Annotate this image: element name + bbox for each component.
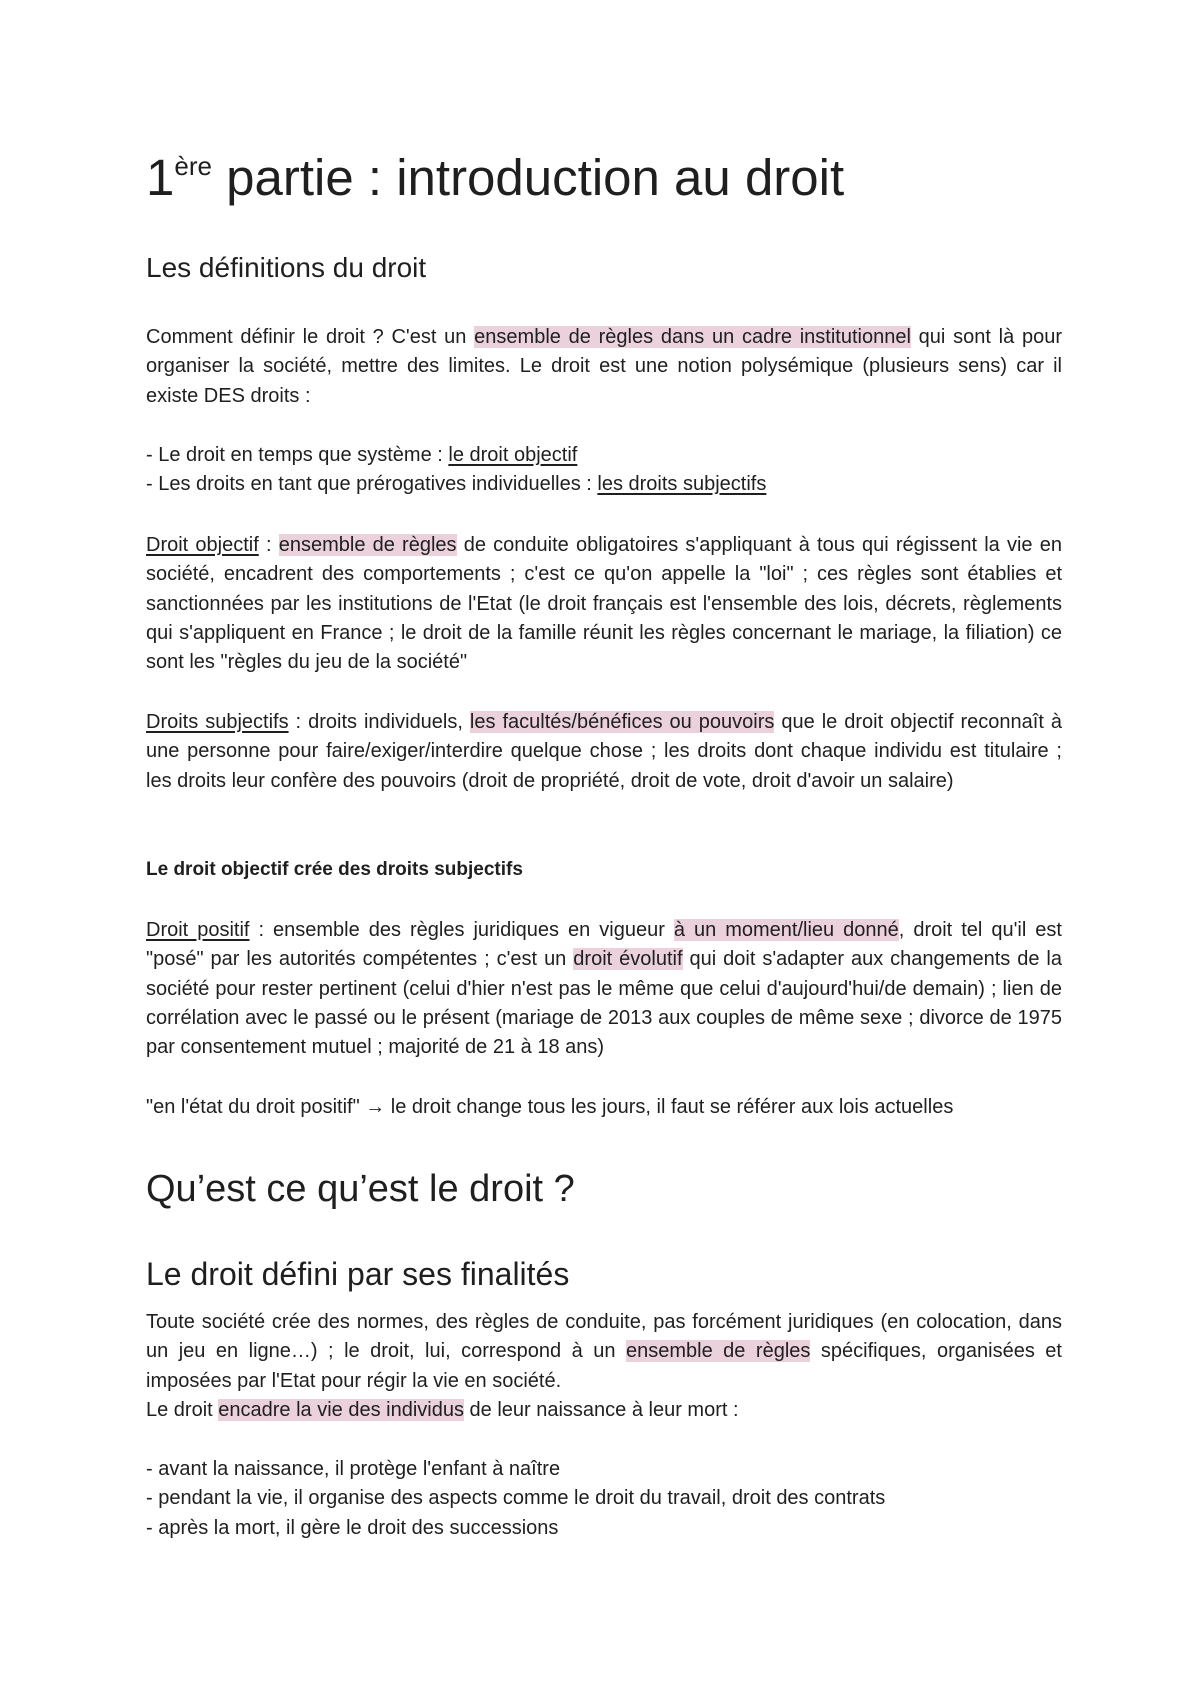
separator: : droits individuels,: [288, 711, 470, 733]
finalites-paragraph: [146, 1308, 1062, 1396]
title-ordinal-superscript: ère: [174, 151, 212, 181]
finalites-text-start: Toute société crée des normes, des règles de conduite, pas forcément juridiques (en colocation, dans un jeu en ligne…) ; le droit, lui, correspond à un: [146, 1311, 1062, 1363]
droit-objectif-term: Droit objectif: [146, 534, 259, 556]
page-title: [146, 150, 844, 206]
list-item: [146, 470, 1062, 499]
droit-objectif-text: de conduite obligatoires s'appliquant à tous qui régissent la vie en société, encadrent des comportements ; c'est ce qu'on appelle la "loi" ; ces règles sont établies et sanctionnées par les institutions de l'Etat (le droit français est l'ensemble des lois, décrets, règlements qui s'appliquent en France ; le droit de la famille réunit les règles concernant le mariage, la filiation) ce sont les "règles du jeu de la société": [146, 534, 1062, 674]
droits-subjectifs-text: que le droit objectif reconnaît à une personne pour faire/exiger/interdire quelque chose ; les droits dont chaque individu est titulaire ; les droits leur confère des pouvoirs (droit de propriété, droit de vote, droit d'avoir un salaire): [146, 711, 1062, 792]
list-item: - après la mort, il gère le droit des successions: [146, 1516, 559, 1539]
title-text: partie : introduction au droit: [211, 149, 845, 206]
finalites-text-end: spécifiques, organisées et imposées par l'Etat pour régir la vie en société.: [146, 1340, 1062, 1392]
droit-positif-text-mid: , droit tel qu'il est "posé" par les autorités compétentes ; c'est un: [146, 919, 1062, 971]
list-item: - pendant la vie, il organise des aspects comme le droit du travail, droit des contrats: [146, 1487, 886, 1510]
list-item-prefix: - Le droit en temps que système :: [146, 444, 449, 466]
droit-positif-highlight-moment: à un moment/lieu donné: [673, 919, 899, 941]
intro-text-end: qui sont là pour organiser la société, mettre des limites. Le droit est une notion polysémique (plusieurs sens) car il existe DES droits :: [146, 326, 1062, 407]
droit-positif-term: Droit positif: [146, 919, 250, 941]
droit-positif-highlight-evolutif: droit évolutif: [573, 948, 683, 971]
droit-objectif-paragraph: [146, 531, 1062, 677]
list-item: [146, 441, 1062, 470]
quote-line: "en l'état du droit positif" → le droit change tous les jours, il faut se référer aux lois actuelles: [146, 1096, 954, 1118]
separator: :: [258, 534, 279, 556]
bold-statement: Le droit objectif crée des droits subjectifs: [146, 859, 523, 880]
intro-highlight: ensemble de règles dans un cadre institutionnel: [474, 326, 911, 348]
droits-subjectifs-term: Droits subjectifs: [146, 711, 289, 733]
definitions-list: [146, 441, 1062, 500]
section-heading-definitions: Les définitions du droit: [146, 252, 427, 283]
list-item-term: le droit objectif: [448, 444, 578, 466]
encadre-highlight: encadre la vie des individus: [218, 1399, 464, 1421]
encadre-text-start: Le droit: [146, 1399, 219, 1421]
droit-objectif-highlight: ensemble de règles: [278, 534, 457, 556]
droit-positif-paragraph: [146, 916, 1062, 1062]
list-item-term: les droits subjectifs: [597, 473, 767, 496]
section-heading-question: Qu’est ce qu’est le droit ?: [146, 1168, 575, 1210]
list-item-prefix: - Les droits en tant que prérogatives individuelles :: [146, 473, 598, 496]
droits-subjectifs-highlight: les facultés/bénéfices ou pouvoirs: [469, 711, 775, 733]
encadre-paragraph: [146, 1396, 1062, 1425]
separator: : ensemble des règles juridiques en vigueur: [249, 919, 674, 941]
life-stages-list: [146, 1455, 1062, 1543]
list-item: - avant la naissance, il protège l'enfant à naître: [146, 1458, 561, 1480]
encadre-text-end: de leur naissance à leur mort :: [463, 1399, 739, 1421]
title-ordinal: 1: [146, 149, 175, 206]
intro-paragraph: [146, 323, 1062, 411]
droit-positif-text-end: qui doit s'adapter aux changements de la société pour rester pertinent (celui d'hier n'est pas le même que celui d'aujourd'hui/de demain) ; lien de corrélation avec le passé ou le présent (mariage de 2013 aux couples de même sexe ; divorce de 1975 par consentement mutuel ; majorité de 21 à 18 ans): [146, 948, 1063, 1059]
subheading-finalites: Le droit défini par ses finalités: [146, 1256, 570, 1292]
droits-subjectifs-paragraph: [146, 708, 1062, 796]
intro-text-start: Comment définir le droit ? C'est un: [146, 326, 475, 348]
finalites-highlight: ensemble de règles: [625, 1340, 811, 1363]
